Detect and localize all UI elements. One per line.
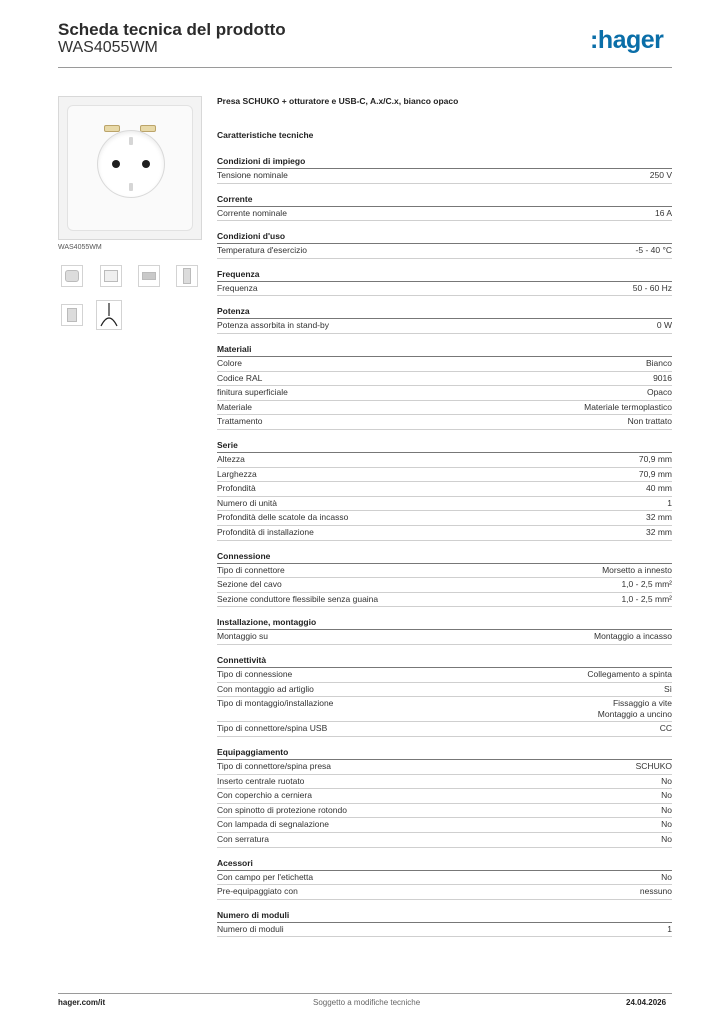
hager-logo[interactable]: :hager: [590, 26, 664, 54]
spec-row: [217, 497, 672, 512]
spec-row: [217, 169, 672, 184]
section-title: Corrente: [217, 193, 253, 204]
spec-value: 0 W: [656, 320, 672, 331]
spec-value: Montaggio a incasso: [594, 631, 672, 642]
thumbnail-icon: [142, 272, 156, 280]
thumbnail-socket-photo[interactable]: [61, 265, 83, 287]
section-title: Equipaggiamento: [217, 747, 289, 757]
spec-value: CC: [659, 723, 672, 734]
socket-pin-right: [142, 160, 150, 168]
spec-label: Colore: [217, 358, 243, 368]
spec-value: 32 mm: [646, 512, 672, 523]
spec-row: [217, 207, 672, 222]
section-title: Numero di moduli: [217, 909, 290, 920]
image-caption: WAS4055WM: [58, 244, 102, 251]
spec-label: Codice RAL: [217, 372, 263, 383]
spec-label: Materiale: [217, 401, 252, 412]
spec-row: [217, 818, 672, 833]
section-title: Installazione, montaggio: [217, 617, 317, 628]
spec-value-secondary: Montaggio a uncino: [597, 709, 672, 720]
spec-row: [217, 357, 672, 372]
spec-label: Profondità: [217, 483, 256, 494]
spec-label: Sezione del cavo: [217, 579, 282, 590]
usb-port-left: [104, 125, 120, 132]
section-title: Frequenza: [217, 268, 260, 279]
spec-value: Materiale termoplastico: [584, 401, 672, 412]
spec-value: 16 A: [654, 207, 672, 218]
spec-label: Con montaggio ad artiglio: [217, 683, 314, 694]
earth-contact: [129, 183, 133, 191]
spec-label: Tipo di montaggio/installazione: [217, 698, 334, 709]
spec-row: [217, 282, 672, 297]
spec-value: 9016: [653, 372, 672, 383]
spec-label: Inserto centrale ruotato: [217, 775, 305, 786]
section-title: Serie: [217, 440, 238, 450]
spec-label: Altezza: [217, 454, 245, 464]
thumbnail-icon: [183, 268, 191, 284]
spec-value: No: [661, 775, 672, 786]
spec-row: [217, 760, 672, 775]
usb-port-right: [140, 125, 156, 132]
spec-row: [217, 511, 672, 526]
spec-value: 1: [667, 923, 672, 934]
spec-value: Sì: [663, 683, 672, 694]
spec-value: 50 - 60 Hz: [632, 282, 672, 293]
spec-row: [217, 697, 672, 722]
spec-label: Pre-equipaggiato con: [217, 886, 298, 897]
thumbnail-dimension-front[interactable]: [100, 265, 122, 287]
spec-value: nessuno: [639, 886, 672, 897]
spec-label: Montaggio su: [217, 631, 269, 642]
spec-value: Opaco: [646, 387, 672, 398]
spec-row: [217, 885, 672, 900]
spec-row: [217, 415, 672, 430]
thumbnail-symbol[interactable]: [96, 300, 122, 330]
spec-row: [217, 630, 672, 645]
spec-label: Con spinotto di protezione rotondo: [217, 804, 347, 815]
spec-row: [217, 401, 672, 416]
schuko-socket: [98, 131, 164, 197]
spec-row: [217, 871, 672, 886]
spec-label: Sezione conduttore flessibile senza guaina: [217, 593, 379, 604]
footer-date: 24.04.2026: [626, 998, 667, 1007]
spec-row: [217, 453, 672, 468]
spec-title: Caratteristiche tecniche: [217, 130, 314, 140]
spec-label: Con serratura: [217, 834, 269, 844]
socket-plate: [67, 105, 193, 231]
section-title: Potenza: [217, 306, 250, 317]
spec-label: Numero di moduli: [217, 923, 284, 934]
section-title: Condizioni di impiego: [217, 156, 306, 166]
socket-symbol-icon: [98, 302, 120, 328]
spec-label: Trattamento: [217, 416, 263, 427]
spec-value: -5 - 40 °C: [635, 245, 672, 256]
spec-value: No: [661, 819, 672, 830]
spec-label: Profondità di installazione: [217, 527, 314, 537]
spec-row: [217, 372, 672, 387]
spec-row: [217, 833, 672, 848]
spec-label: Tipo di connessione: [217, 669, 293, 679]
spec-row: [217, 468, 672, 483]
spec-value: No: [661, 804, 672, 815]
product-name: Presa SCHUKO + otturatore e USB-C, A.x/C.x, bianco opaco: [217, 96, 459, 106]
spec-value: 1,0 - 2,5 mm²: [621, 593, 672, 604]
spec-value: No: [661, 871, 672, 882]
section-title: Materiali: [217, 344, 252, 354]
spec-label: Tipo di connettore/spina presa: [217, 761, 332, 771]
product-code: WAS4055WM: [58, 39, 158, 56]
spec-row: [217, 319, 672, 334]
footer-note: Soggetto a modifiche tecniche: [313, 998, 421, 1007]
product-image: [58, 96, 202, 240]
header-divider: [58, 67, 672, 68]
spec-value: 40 mm: [646, 483, 672, 494]
logo-text: hager: [597, 26, 664, 54]
spec-row: [217, 722, 672, 737]
section-title: Connettività: [217, 655, 267, 665]
spec-value: 1: [667, 497, 672, 508]
footer-divider: [58, 993, 672, 994]
thumbnail-dimension-depth[interactable]: [176, 265, 198, 287]
spec-row: [217, 593, 672, 608]
spec-row: [217, 526, 672, 541]
page-title: Scheda tecnica del prodotto: [58, 20, 286, 39]
spec-label: Profondità delle scatole da incasso: [217, 512, 349, 523]
spec-label: Tensione nominale: [217, 170, 288, 180]
section-title: Connessione: [217, 550, 271, 561]
spec-label: Temperatura d'esercizio: [217, 245, 307, 256]
spec-label: Frequenza: [217, 282, 258, 293]
spec-label: Tipo di connettore/spina USB: [217, 723, 328, 734]
spec-value: 32 mm: [646, 527, 672, 537]
spec-value: 70,9 mm: [638, 468, 672, 479]
spec-value: No: [661, 834, 672, 844]
spec-value: Collegamento a spinta: [587, 669, 672, 679]
thumbnail-icon: [104, 270, 118, 282]
spec-row: [217, 564, 672, 579]
spec-value: 250 V: [649, 170, 672, 180]
spec-label: Tipo di connettore: [217, 564, 285, 575]
spec-row: [217, 578, 672, 593]
spec-row: [217, 789, 672, 804]
spec-value: Non trattato: [627, 416, 672, 427]
spec-row: [217, 775, 672, 790]
spec-label: Corrente nominale: [217, 207, 287, 218]
socket-pin-left: [112, 160, 120, 168]
spec-value: No: [661, 790, 672, 801]
spec-row: [217, 244, 672, 259]
footer-website-link[interactable]: hager.com/it: [58, 998, 106, 1007]
thumbnail-box-drawing[interactable]: [61, 304, 83, 326]
spec-value: Fissaggio a vite: [612, 698, 672, 709]
spec-row: [217, 668, 672, 683]
spec-label: Con campo per l'etichetta: [217, 871, 314, 882]
spec-value: 1,0 - 2,5 mm²: [621, 579, 672, 590]
spec-row: [217, 683, 672, 698]
spec-row: [217, 482, 672, 497]
spec-label: Con coperchio a cerniera: [217, 790, 312, 801]
earth-contact: [129, 137, 133, 145]
spec-label: Con lampada di segnalazione: [217, 819, 329, 830]
spec-value: 70,9 mm: [638, 454, 672, 464]
spec-label: finitura superficiale: [217, 387, 288, 398]
thumbnail-icon: [65, 270, 79, 282]
section-title: Acessori: [217, 857, 253, 868]
thumbnail-icon: [67, 308, 77, 322]
spec-value: SCHUKO: [635, 761, 672, 771]
spec-value: Bianco: [646, 358, 672, 368]
thumbnail-dimension-side[interactable]: [138, 265, 160, 287]
spec-label: Potenza assorbita in stand-by: [217, 320, 329, 331]
section-title: Condizioni d'uso: [217, 231, 286, 242]
spec-value: Morsetto a innesto: [602, 564, 672, 575]
spec-label: Larghezza: [217, 468, 257, 479]
spec-label: Numero di unità: [217, 497, 278, 508]
spec-row: [217, 386, 672, 401]
spec-row: [217, 804, 672, 819]
spec-row: [217, 923, 672, 938]
